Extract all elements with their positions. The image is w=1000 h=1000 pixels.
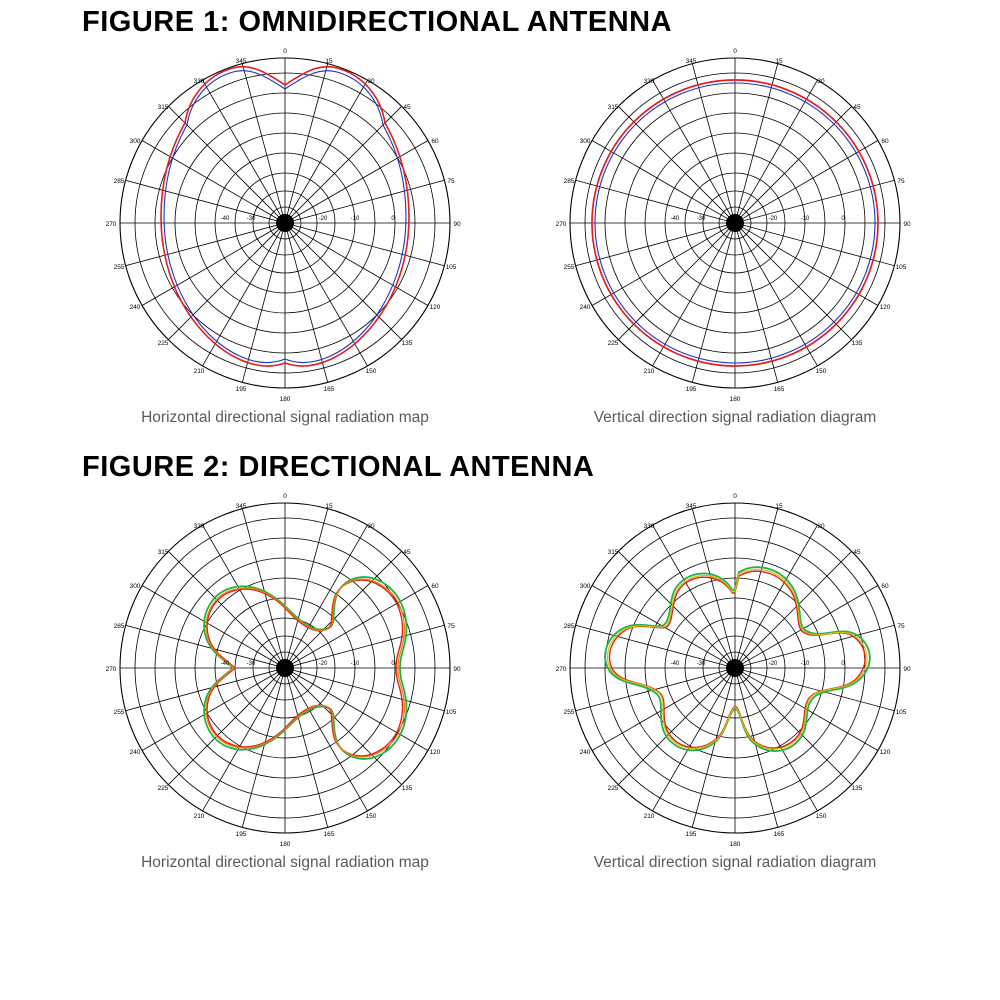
svg-text:165: 165 [773,831,785,838]
svg-text:315: 315 [157,549,169,556]
svg-text:90: 90 [453,666,461,673]
svg-text:30: 30 [367,78,375,85]
svg-text:345: 345 [235,58,247,65]
svg-text:90: 90 [453,221,461,228]
svg-text:-40: -40 [220,216,230,222]
svg-text:255: 255 [113,709,125,716]
svg-text:210: 210 [193,368,205,375]
svg-text:0: 0 [733,493,737,500]
svg-text:150: 150 [815,813,827,820]
figure-2-vertical-polar-chart [545,488,925,848]
svg-text:0: 0 [283,48,287,55]
polar-svg-fig2-h [95,488,475,848]
svg-text:15: 15 [775,503,783,510]
svg-text:-30: -30 [696,216,706,222]
svg-text:120: 120 [879,304,891,311]
figure-1-horizontal-caption: Horizontal directional signal radiation map [141,409,429,426]
polar-svg-fig2-v [545,488,925,848]
svg-text:0: 0 [391,216,395,222]
svg-text:-40: -40 [670,661,680,667]
svg-text:-20: -20 [768,661,778,667]
svg-text:75: 75 [897,178,905,185]
figure-1-vertical-polar-chart [545,43,925,403]
svg-text:30: 30 [817,523,825,530]
figure-2-vertical-plot-cell [510,488,960,872]
svg-text:165: 165 [773,386,785,393]
svg-text:210: 210 [643,813,655,820]
svg-text:270: 270 [105,221,117,228]
svg-text:90: 90 [903,221,911,228]
svg-text:330: 330 [193,523,205,530]
svg-text:210: 210 [193,813,205,820]
svg-text:45: 45 [403,549,411,556]
svg-text:240: 240 [579,304,591,311]
svg-text:300: 300 [579,583,591,590]
svg-text:75: 75 [447,623,455,630]
svg-text:60: 60 [881,138,889,145]
svg-text:-30: -30 [696,661,706,667]
svg-text:135: 135 [401,340,413,347]
polar-svg-fig1-v [545,43,925,403]
svg-text:285: 285 [563,178,575,185]
svg-text:330: 330 [643,78,655,85]
svg-text:195: 195 [235,831,247,838]
svg-text:135: 135 [401,785,413,792]
figure-2-horizontal-polar-chart [95,488,475,848]
svg-text:0: 0 [841,216,845,222]
svg-text:-10: -10 [800,216,810,222]
svg-text:150: 150 [365,813,377,820]
svg-text:135: 135 [851,785,863,792]
svg-text:270: 270 [555,221,567,228]
svg-text:60: 60 [881,583,889,590]
svg-text:150: 150 [365,368,377,375]
svg-text:-30: -30 [246,661,256,667]
svg-text:60: 60 [431,583,439,590]
figure-2-horizontal-plot-cell [60,488,510,872]
svg-text:45: 45 [403,104,411,111]
svg-text:-10: -10 [350,661,360,667]
svg-text:45: 45 [853,104,861,111]
svg-text:-40: -40 [670,216,680,222]
svg-text:225: 225 [607,340,619,347]
svg-text:285: 285 [563,623,575,630]
svg-text:180: 180 [279,396,291,403]
svg-text:120: 120 [429,749,441,756]
svg-text:270: 270 [105,666,117,673]
svg-text:105: 105 [895,264,907,271]
svg-text:210: 210 [643,368,655,375]
svg-text:180: 180 [729,396,741,403]
svg-text:15: 15 [775,58,783,65]
svg-text:330: 330 [643,523,655,530]
svg-text:60: 60 [431,138,439,145]
figure-2-plots-row [0,488,1000,872]
svg-text:-10: -10 [800,661,810,667]
svg-text:0: 0 [733,48,737,55]
svg-text:315: 315 [607,549,619,556]
svg-text:150: 150 [815,368,827,375]
svg-text:165: 165 [323,831,335,838]
svg-text:315: 315 [157,104,169,111]
svg-text:30: 30 [817,78,825,85]
svg-text:105: 105 [445,709,457,716]
svg-text:30: 30 [367,523,375,530]
svg-text:225: 225 [157,340,169,347]
svg-text:240: 240 [579,749,591,756]
svg-text:120: 120 [879,749,891,756]
svg-text:330: 330 [193,78,205,85]
svg-text:-10: -10 [350,216,360,222]
svg-text:300: 300 [579,138,591,145]
figure-1-vertical-plot-cell [510,43,960,427]
svg-text:255: 255 [113,264,125,271]
svg-text:90: 90 [903,666,911,673]
figure-1-plots-row [0,43,1000,427]
svg-text:195: 195 [235,386,247,393]
svg-text:180: 180 [729,841,741,848]
figure-2-vertical-caption: Vertical direction signal radiation diagram [593,854,877,871]
figure-2-title: FIGURE 2: DIRECTIONAL ANTENNA [82,451,595,483]
figure-2-block [0,445,1000,872]
svg-text:225: 225 [157,785,169,792]
svg-text:345: 345 [235,503,247,510]
svg-text:195: 195 [685,386,697,393]
svg-text:75: 75 [447,178,455,185]
svg-text:285: 285 [113,623,125,630]
figure-1-block [0,0,1000,427]
figure-2-horizontal-caption: Horizontal directional signal radiation map [141,854,429,871]
svg-text:-30: -30 [246,216,256,222]
svg-text:345: 345 [685,58,697,65]
figure-1-horizontal-polar-chart [95,43,475,403]
svg-text:285: 285 [113,178,125,185]
svg-text:-20: -20 [318,661,328,667]
svg-text:105: 105 [445,264,457,271]
svg-text:-40: -40 [220,661,230,667]
svg-text:300: 300 [129,583,141,590]
svg-text:0: 0 [391,661,395,667]
svg-text:255: 255 [563,264,575,271]
figure-spacer [0,427,1000,445]
figure-1-horizontal-plot-cell [60,43,510,427]
svg-text:15: 15 [325,503,333,510]
svg-text:165: 165 [323,386,335,393]
svg-text:75: 75 [897,623,905,630]
figure-1-title: FIGURE 1: OMNIDIRECTIONAL ANTENNA [82,6,673,38]
polar-svg-fig1-h [95,43,475,403]
svg-text:45: 45 [853,549,861,556]
svg-text:300: 300 [129,138,141,145]
svg-text:270: 270 [555,666,567,673]
svg-text:135: 135 [851,340,863,347]
svg-text:-20: -20 [318,216,328,222]
svg-text:255: 255 [563,709,575,716]
svg-text:15: 15 [325,58,333,65]
svg-text:240: 240 [129,304,141,311]
svg-text:180: 180 [279,841,291,848]
figure-1-vertical-caption: Vertical direction signal radiation diagram [593,409,877,426]
svg-text:225: 225 [607,785,619,792]
svg-text:0: 0 [841,661,845,667]
svg-text:345: 345 [685,503,697,510]
svg-text:0: 0 [283,493,287,500]
svg-text:120: 120 [429,304,441,311]
svg-text:105: 105 [895,709,907,716]
svg-text:315: 315 [607,104,619,111]
svg-text:-20: -20 [768,216,778,222]
svg-text:195: 195 [685,831,697,838]
svg-text:240: 240 [129,749,141,756]
